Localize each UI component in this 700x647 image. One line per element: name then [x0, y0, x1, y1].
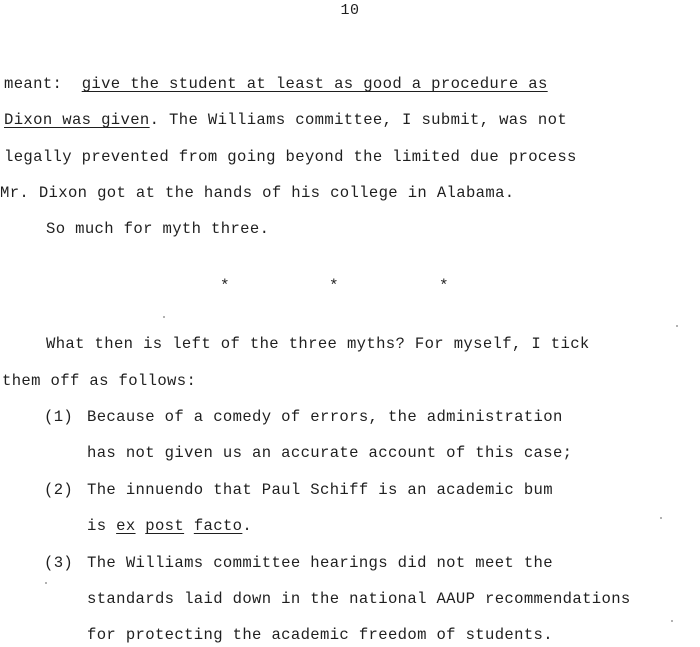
section-separator: [0, 277, 700, 297]
page-number: 10: [340, 2, 360, 19]
text-span: [184, 517, 194, 535]
text-span: is: [87, 517, 117, 535]
underlined-text: give the student at least as good a procedure as: [81, 75, 548, 93]
list-item-2-line-2: [87, 516, 252, 536]
paragraph-2-line-2: them off as follows:: [2, 372, 197, 390]
scan-speck: [676, 325, 678, 327]
separator-star: *: [439, 277, 449, 295]
separator-star: *: [329, 277, 339, 295]
list-item-1-line-2: has not given us an accurate account of this case;: [87, 444, 573, 462]
scan-speck: [163, 316, 165, 318]
paragraph-1-line-3: legally prevented from going beyond the limited due process: [4, 148, 577, 166]
underlined-text: Dixon was given: [4, 111, 150, 129]
paragraph-1-line-4: Mr. Dixon got at the hands of his college in Alabama.: [0, 184, 515, 202]
list-item-number: (3): [44, 554, 74, 572]
scan-speck: [45, 582, 47, 584]
text-span: . The Williams committee, I submit, was not: [149, 111, 568, 129]
list-item-3-line-3: for protecting the academic freedom of students.: [87, 626, 553, 644]
text-span: meant:: [4, 75, 72, 93]
list-item-number: (1): [44, 408, 74, 426]
underlined-text: ex: [116, 517, 136, 535]
list-item-1-line-1: Because of a comedy of errors, the administration: [87, 408, 563, 426]
list-item-3-line-2: standards laid down in the national AAUP recommendations: [87, 590, 631, 608]
underlined-text: facto: [193, 517, 243, 535]
paragraph-2-line-1: What then is left of the three myths? For myself, I tick: [46, 335, 590, 353]
text-span: [136, 517, 146, 535]
list-item-number: (2): [44, 481, 74, 499]
scan-speck: [660, 517, 662, 519]
separator-star: *: [220, 277, 230, 295]
paragraph-1-line-5: So much for myth three.: [46, 220, 270, 238]
underlined-text: post: [145, 517, 185, 535]
paragraph-1-line-1: [4, 74, 548, 94]
list-item-3-line-1: The Williams committee hearings did not meet the: [87, 554, 553, 572]
text-span: .: [242, 517, 253, 535]
paragraph-1-line-2: [4, 110, 567, 130]
list-item-2-line-1: The innuendo that Paul Schiff is an academic bum: [87, 481, 553, 499]
scan-speck: [671, 620, 673, 622]
